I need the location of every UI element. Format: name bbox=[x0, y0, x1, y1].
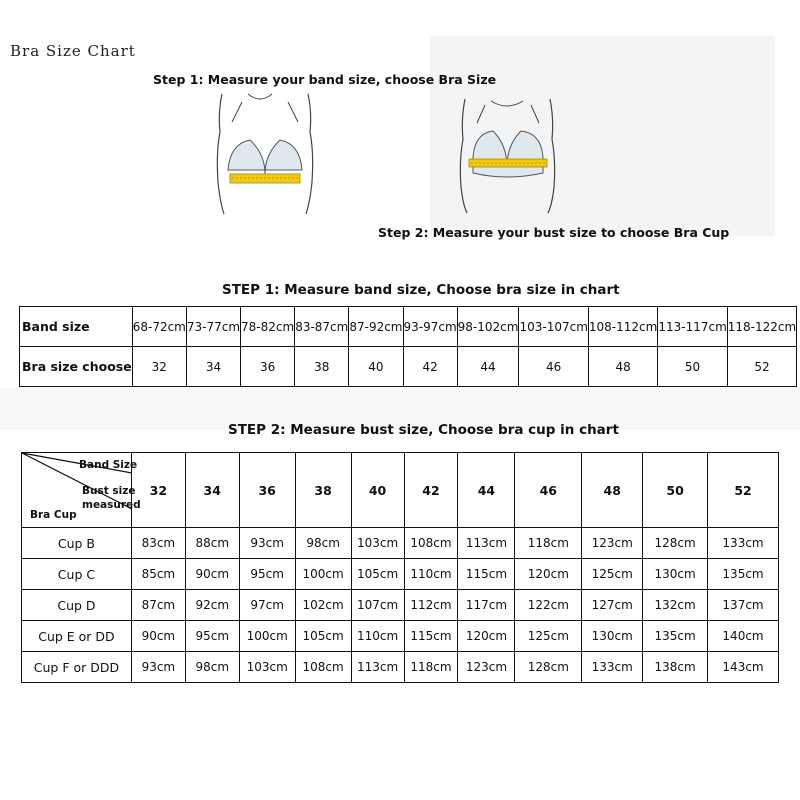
cup-label: Cup C bbox=[22, 559, 132, 590]
bust-cell: 128cm bbox=[515, 652, 582, 683]
bust-cell: 113cm bbox=[351, 652, 404, 683]
cup-size-header-cell: 32 bbox=[131, 453, 185, 528]
bust-cell: 93cm bbox=[131, 652, 185, 683]
bust-cell: 107cm bbox=[351, 590, 404, 621]
bust-measure-illustration bbox=[455, 97, 560, 215]
bust-cell: 105cm bbox=[351, 559, 404, 590]
bra-size-cell: 32 bbox=[132, 347, 186, 387]
band-range-cell: 68-72cm bbox=[132, 307, 186, 347]
cup-row bbox=[22, 590, 779, 621]
bust-cell: 98cm bbox=[295, 528, 351, 559]
cup-size-header-cell: 38 bbox=[295, 453, 351, 528]
bust-cell: 120cm bbox=[458, 621, 515, 652]
bust-cell: 130cm bbox=[643, 559, 708, 590]
step1-caption: Step 1: Measure your band size, choose Bra Size bbox=[153, 72, 497, 87]
cup-row bbox=[22, 621, 779, 652]
bust-cell: 135cm bbox=[643, 621, 708, 652]
band-range-cell: 93-97cm bbox=[403, 307, 457, 347]
bust-cell: 132cm bbox=[643, 590, 708, 621]
bust-cell: 118cm bbox=[515, 528, 582, 559]
bra-size-cell: 48 bbox=[588, 347, 657, 387]
bra-size-cell: 52 bbox=[727, 347, 796, 387]
corner-measured-label: measured bbox=[82, 499, 141, 511]
corner-header-cell bbox=[22, 453, 141, 528]
band-size-label: Band size bbox=[20, 307, 133, 347]
bust-cell: 125cm bbox=[515, 621, 582, 652]
bust-cell: 130cm bbox=[582, 621, 643, 652]
bust-cell: 90cm bbox=[131, 621, 185, 652]
page-title: Bra Size Chart bbox=[10, 42, 136, 60]
cup-header-row bbox=[22, 453, 779, 528]
bust-cell: 133cm bbox=[582, 652, 643, 683]
cup-label: Cup D bbox=[22, 590, 132, 621]
cup-size-header-cell: 48 bbox=[582, 453, 643, 528]
bust-cell: 128cm bbox=[643, 528, 708, 559]
bust-cell: 97cm bbox=[239, 590, 295, 621]
bust-cell: 108cm bbox=[295, 652, 351, 683]
band-size-table bbox=[19, 306, 797, 387]
bust-cell: 118cm bbox=[404, 652, 458, 683]
bra-size-cell: 46 bbox=[519, 347, 588, 387]
bust-cell: 127cm bbox=[582, 590, 643, 621]
bust-cell: 143cm bbox=[708, 652, 779, 683]
band-range-cell: 103-107cm bbox=[519, 307, 588, 347]
bra-size-cell: 44 bbox=[457, 347, 519, 387]
bra-size-cell: 36 bbox=[241, 347, 295, 387]
band-range-cell: 98-102cm bbox=[457, 307, 519, 347]
band-range-cell: 78-82cm bbox=[241, 307, 295, 347]
cup-row bbox=[22, 528, 779, 559]
bust-cell: 95cm bbox=[239, 559, 295, 590]
bust-cell: 105cm bbox=[295, 621, 351, 652]
bust-cell: 140cm bbox=[708, 621, 779, 652]
band-range-cell: 73-77cm bbox=[186, 307, 240, 347]
bust-cell: 117cm bbox=[458, 590, 515, 621]
cup-size-header-cell: 46 bbox=[515, 453, 582, 528]
bust-cell: 100cm bbox=[239, 621, 295, 652]
bust-cell: 125cm bbox=[582, 559, 643, 590]
bust-cell: 92cm bbox=[185, 590, 239, 621]
bust-cell: 102cm bbox=[295, 590, 351, 621]
cup-size-header-cell: 34 bbox=[185, 453, 239, 528]
bust-cell: 98cm bbox=[185, 652, 239, 683]
bust-cell: 113cm bbox=[458, 528, 515, 559]
cup-label: Cup F or DDD bbox=[22, 652, 132, 683]
cup-section-heading: STEP 2: Measure bust size, Choose bra cup in chart bbox=[228, 422, 619, 438]
bust-cell: 112cm bbox=[404, 590, 458, 621]
band-range-cell: 87-92cm bbox=[349, 307, 403, 347]
cup-row bbox=[22, 559, 779, 590]
cup-size-header-cell: 50 bbox=[643, 453, 708, 528]
bust-cell: 133cm bbox=[708, 528, 779, 559]
band-section-heading: STEP 1: Measure band size, Choose bra size in chart bbox=[222, 282, 620, 298]
bust-cell: 85cm bbox=[131, 559, 185, 590]
corner-bust-size-label: Bust size bbox=[82, 485, 136, 497]
band-range-cell: 108-112cm bbox=[588, 307, 657, 347]
bra-size-cell: 40 bbox=[349, 347, 403, 387]
band-range-cell: 113-117cm bbox=[658, 307, 727, 347]
cup-size-header-cell: 36 bbox=[239, 453, 295, 528]
bust-cell: 123cm bbox=[582, 528, 643, 559]
bust-cell: 100cm bbox=[295, 559, 351, 590]
bust-cell: 93cm bbox=[239, 528, 295, 559]
cup-size-header-cell: 52 bbox=[708, 453, 779, 528]
bust-cell: 115cm bbox=[458, 559, 515, 590]
step2-caption: Step 2: Measure your bust size to choose Bra Cup bbox=[378, 225, 730, 240]
bra-size-cell: 34 bbox=[186, 347, 240, 387]
band-measure-illustration bbox=[210, 92, 320, 217]
bust-cell: 88cm bbox=[185, 528, 239, 559]
cup-size-header-cell: 40 bbox=[351, 453, 404, 528]
bust-cell: 135cm bbox=[708, 559, 779, 590]
bra-size-choose-label: Bra size choose bbox=[20, 347, 133, 387]
bra-size-cell: 42 bbox=[403, 347, 457, 387]
cup-label: Cup E or DD bbox=[22, 621, 132, 652]
bust-cell: 103cm bbox=[239, 652, 295, 683]
bust-cell: 83cm bbox=[131, 528, 185, 559]
bust-cell: 110cm bbox=[404, 559, 458, 590]
bust-cell: 137cm bbox=[708, 590, 779, 621]
band-range-row bbox=[20, 307, 797, 347]
cup-row bbox=[22, 652, 779, 683]
bust-cell: 123cm bbox=[458, 652, 515, 683]
band-range-cell: 118-122cm bbox=[727, 307, 796, 347]
bust-cell: 90cm bbox=[185, 559, 239, 590]
bust-cell: 95cm bbox=[185, 621, 239, 652]
bust-cell: 122cm bbox=[515, 590, 582, 621]
bust-cell: 103cm bbox=[351, 528, 404, 559]
bust-cell: 120cm bbox=[515, 559, 582, 590]
corner-band-size-label: Band Size bbox=[79, 459, 138, 471]
bust-cell: 87cm bbox=[131, 590, 185, 621]
bust-cell: 108cm bbox=[404, 528, 458, 559]
cup-size-table bbox=[21, 452, 779, 683]
cup-size-header-cell: 44 bbox=[458, 453, 515, 528]
cup-size-header-cell: 42 bbox=[404, 453, 458, 528]
bust-cell: 110cm bbox=[351, 621, 404, 652]
cup-label: Cup B bbox=[22, 528, 132, 559]
bra-size-row bbox=[20, 347, 797, 387]
bra-size-cell: 50 bbox=[658, 347, 727, 387]
bra-size-cell: 38 bbox=[295, 347, 349, 387]
band-range-cell: 83-87cm bbox=[295, 307, 349, 347]
bust-cell: 115cm bbox=[404, 621, 458, 652]
bust-cell: 138cm bbox=[643, 652, 708, 683]
corner-bra-cup-label: Bra Cup bbox=[30, 509, 77, 521]
